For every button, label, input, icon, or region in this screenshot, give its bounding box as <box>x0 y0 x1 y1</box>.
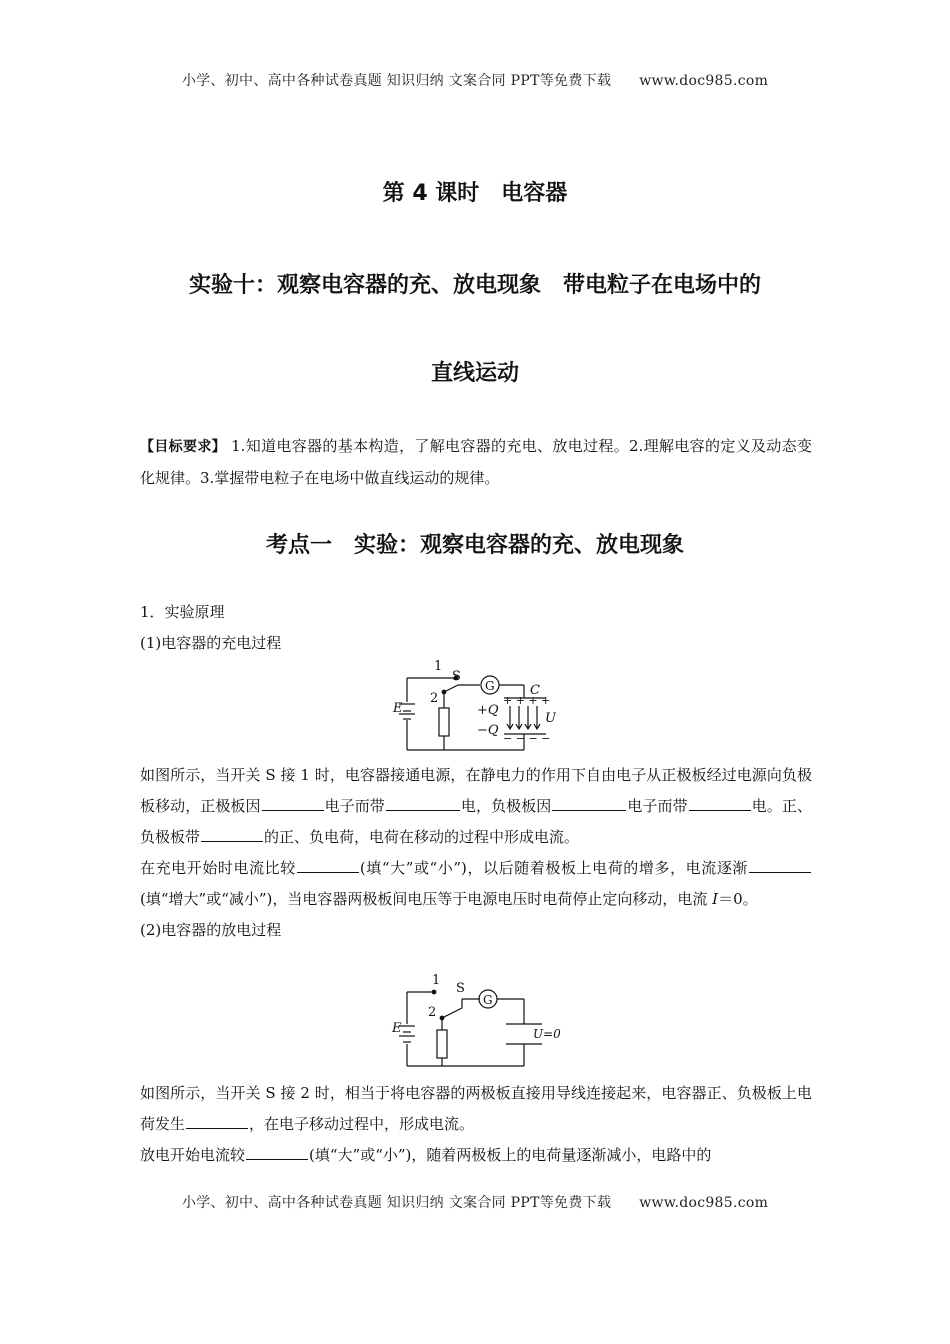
charging-circuit-diagram <box>380 658 570 758</box>
fig1-label-1: 1 <box>434 659 443 674</box>
fig1-plus-signs: + + + + <box>503 694 551 707</box>
answer-blank[interactable] <box>201 825 263 842</box>
answer-blank[interactable] <box>262 794 324 811</box>
sub1-heading: (1)电容器的充电过程 <box>140 634 282 652</box>
sub2-heading: (2)电容器的放电过程 <box>140 921 282 939</box>
fig1-label-e: E <box>393 701 403 716</box>
header-site: www.doc985.com <box>639 73 769 89</box>
answer-blank[interactable] <box>246 1143 308 1160</box>
fig1-label-s: S <box>452 669 461 684</box>
header-text: 小学、初中、高中各种试卷真题 知识归纳 文案合同 PPT等免费下载 <box>181 73 612 89</box>
answer-blank[interactable] <box>689 794 751 811</box>
answer-blank[interactable] <box>386 794 460 811</box>
charging-sentence-1: 如图所示，当开关 S 接 1 时，电容器接通电源，在静电力的作用下自由电子从正极板经过电源向负极板移动，正极板因 电子而带 电，负极板因 电子而带 电。正、负极板带 的正、负电荷，电荷在移动的过程中形成电流。 <box>140 766 812 846</box>
fig1-label-u: U <box>545 711 556 726</box>
answer-blank[interactable] <box>552 794 626 811</box>
fig1-label-minusq: −Q <box>477 723 499 738</box>
item-principle <box>140 597 812 659</box>
discharging-paragraph <box>140 1078 812 1171</box>
fig2-label-u0: U=0 <box>533 1027 561 1041</box>
fig1-minus-signs: − − − − <box>503 732 551 745</box>
discharging-circuit-diagram <box>380 972 570 1072</box>
answer-blank[interactable] <box>186 1112 248 1129</box>
footer-site: www.doc985.com <box>639 1195 769 1211</box>
current-symbol: I <box>712 890 719 908</box>
goal-label: 【目标要求】 <box>140 439 226 455</box>
main-title-line1: 实验十：观察电容器的充、放电现象 带电粒子在电场中的 <box>188 273 761 298</box>
page-footer <box>0 1192 950 1212</box>
page-header <box>0 70 950 90</box>
discharging-sentence-2: 放电开始电流较 (填“大”或“小”)，随着两极板上的电荷量逐渐减小，电路中的 <box>140 1140 812 1171</box>
goal-paragraph <box>140 431 812 494</box>
charging-sentence-2: 在充电开始时电流比较 (填“大”或“小”)，以后随着极板上电荷的增多，电流逐渐(填“增大”或“减小”)，当电容器两极板间电压等于电源电压时电荷停止定向移动，电流 I＝0。 <box>140 853 812 915</box>
goal-text: 1.知道电容器的基本构造，了解电容器的充电、放电过程。2.理解电容的定义及动态变化规律。3.掌握带电粒子在电场中做直线运动的规律。 <box>140 437 812 487</box>
fig1-label-c: C <box>530 683 540 698</box>
fig2-label-1: 1 <box>432 973 441 988</box>
charging-paragraph <box>140 760 812 946</box>
fig1-label-g: G <box>485 679 495 693</box>
fig2-label-s: S <box>456 981 465 996</box>
lesson-title: 第 4 课时 电容器 <box>382 181 568 206</box>
section-title: 考点一 实验：观察电容器的充、放电现象 <box>265 533 684 558</box>
footer-text: 小学、初中、高中各种试卷真题 知识归纳 文案合同 PPT等免费下载 <box>181 1195 612 1211</box>
main-title-line2: 直线运动 <box>430 361 519 386</box>
answer-blank[interactable] <box>297 856 359 873</box>
fig1-label-plusq: +Q <box>477 703 499 718</box>
fig2-label-2: 2 <box>428 1005 437 1020</box>
fig2-label-g: G <box>483 993 493 1007</box>
fig1-label-2: 2 <box>430 691 439 706</box>
discharging-sentence-1: 如图所示，当开关 S 接 2 时，相当于将电容器的两极板直接用导线连接起来，电容器正、负极板上电荷发生 ，在电子移动过程中，形成电流。 <box>140 1084 812 1133</box>
answer-blank[interactable] <box>749 856 811 873</box>
item1-heading: 1．实验原理 <box>140 603 225 621</box>
fig2-label-e: E <box>392 1021 402 1036</box>
